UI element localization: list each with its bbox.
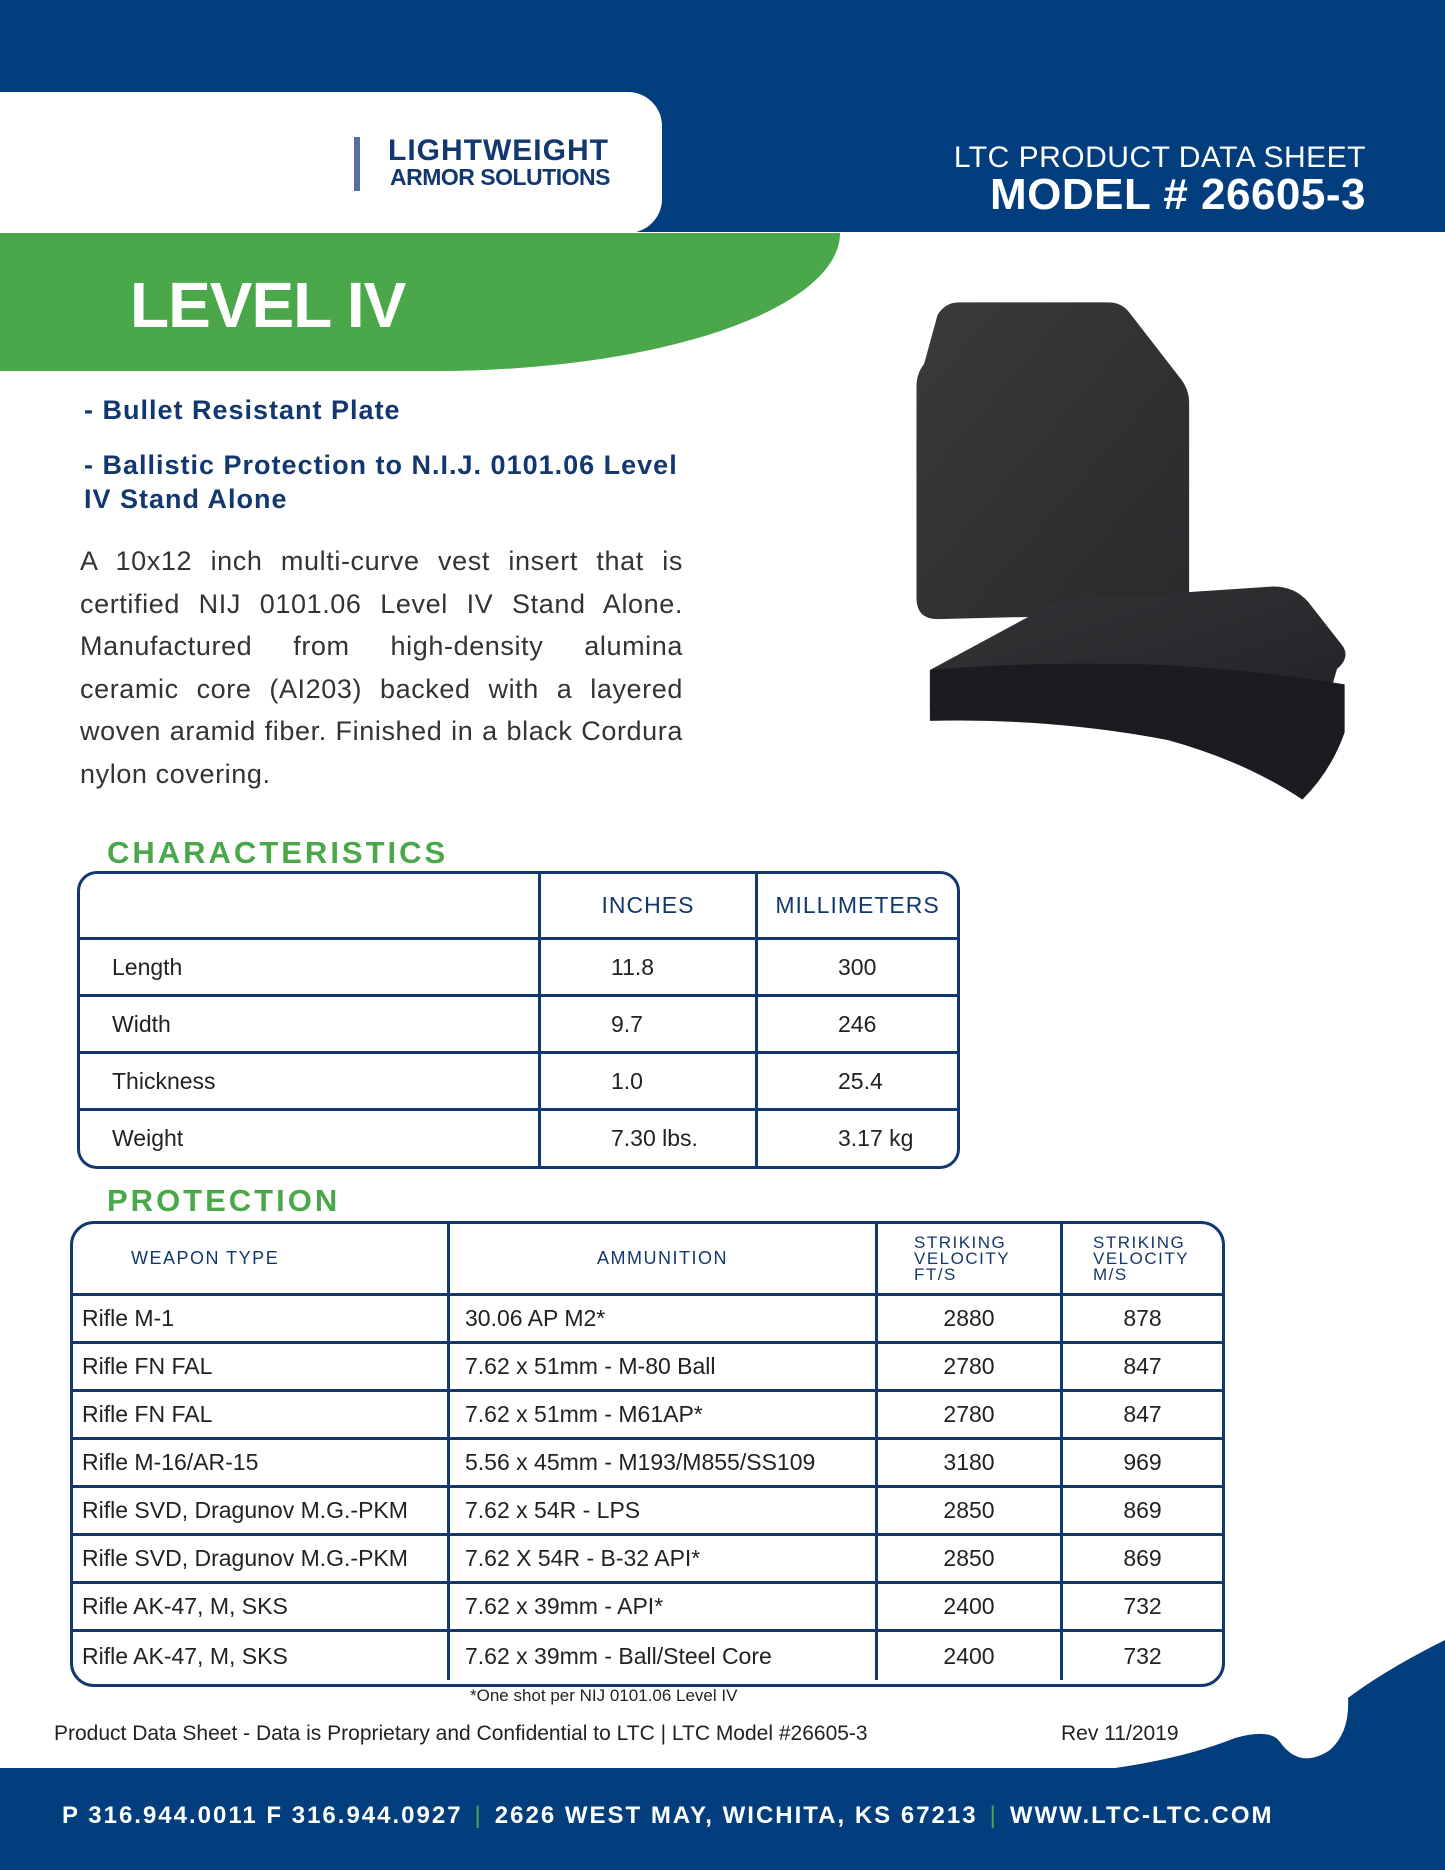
table-row xyxy=(73,1392,1222,1440)
ms-cell: 878 xyxy=(1123,1305,1162,1331)
fts-cell: 2400 xyxy=(878,1584,1063,1629)
level-banner xyxy=(0,233,840,371)
header-fts-line-2: VELOCITY xyxy=(914,1248,1011,1268)
weapon-cell: Rifle SVD, Dragunov M.G.-PKM xyxy=(73,1536,450,1581)
table-row xyxy=(80,997,957,1054)
logo-divider xyxy=(354,137,360,191)
bullet-1: - Bullet Resistant Plate xyxy=(84,395,401,425)
fts-cell: 2850 xyxy=(878,1488,1063,1533)
website-link[interactable]: WWW.LTC-LTC.COM xyxy=(1009,1802,1274,1829)
fts-cell: 2850 xyxy=(878,1536,1063,1581)
table-row xyxy=(73,1296,1222,1344)
fts-cell: 3180 xyxy=(878,1440,1063,1485)
header-cell-millimeters: MILLIMETERS xyxy=(775,892,940,918)
separator: | xyxy=(474,1802,483,1829)
address: 2626 WEST MAY, WICHITA, KS 67213 xyxy=(494,1802,978,1829)
header-title-block xyxy=(954,143,1366,217)
ammo-cell: 7.62 X 54R - B-32 API* xyxy=(450,1536,878,1581)
table-row xyxy=(73,1344,1222,1392)
header-ms-line-1: STRIKING xyxy=(1093,1232,1186,1252)
revision-date: Rev 11/2019 xyxy=(1061,1722,1179,1745)
table-header-row xyxy=(73,1224,1222,1296)
row-inches: 7.30 lbs. xyxy=(541,1111,758,1166)
ms-cell: 869 xyxy=(1123,1545,1162,1571)
weapon-cell: Rifle AK-47, M, SKS xyxy=(73,1584,450,1629)
row-inches: 11.8 xyxy=(541,940,758,994)
confidentiality-notice: Product Data Sheet - Data is Proprietary and Confidential to LTC | LTC Model #26605-3 xyxy=(54,1722,868,1745)
ms-cell: 732 xyxy=(1123,1642,1162,1669)
row-mm: 246 xyxy=(838,1010,877,1037)
characteristics-table xyxy=(77,871,960,1169)
fts-cell: 2400 xyxy=(878,1632,1063,1680)
product-description: A 10x12 inch multi-curve vest insert that is certified NIJ 0101.06 Level IV Stand Alone. Manufactured from high-density alumina ceramic core (AI203) backed with a layered woven aramid fiber. Finished in a black Cordura nylon covering. xyxy=(80,546,683,789)
level-title: LEVEL IV xyxy=(130,269,406,341)
ms-cell: 847 xyxy=(1123,1401,1162,1427)
row-label: Length xyxy=(80,940,541,994)
phone-fax: P 316.944.0011 F 316.944.0927 xyxy=(62,1802,463,1829)
row-mm: 25.4 xyxy=(838,1067,883,1094)
header-cell-ammunition: AMMUNITION xyxy=(450,1224,878,1293)
protection-footnote: *One shot per NIJ 0101.06 Level IV xyxy=(470,1686,738,1705)
ammo-cell: 30.06 AP M2* xyxy=(450,1296,878,1341)
table-row xyxy=(80,1111,957,1166)
row-label: Thickness xyxy=(80,1054,541,1108)
separator: | xyxy=(989,1802,998,1829)
protection-heading: PROTECTION xyxy=(107,1183,341,1218)
table-row xyxy=(80,1054,957,1111)
ammo-cell: 7.62 x 54R - LPS xyxy=(450,1488,878,1533)
fts-cell: 2880 xyxy=(878,1296,1063,1341)
row-mm: 300 xyxy=(838,953,877,980)
ammo-cell: 7.62 x 51mm - M-80 Ball xyxy=(450,1344,878,1389)
table-row xyxy=(73,1584,1222,1632)
header-cell-weapon-type: WEAPON TYPE xyxy=(73,1224,450,1293)
ammo-cell: 7.62 x 51mm - M61AP* xyxy=(450,1392,878,1437)
bullet-2: - Ballistic Protection to N.I.J. 0101.06 Level IV Stand Alone xyxy=(84,450,678,514)
weapon-cell: Rifle M-16/AR-15 xyxy=(73,1440,450,1485)
ammo-cell: 5.56 x 45mm - M193/M855/SS109 xyxy=(450,1440,878,1485)
footer-wave-decoration xyxy=(1100,1620,1445,1780)
protection-table xyxy=(70,1221,1225,1687)
model-number: MODEL # 26605-3 xyxy=(990,170,1366,219)
ammo-cell: 7.62 x 39mm - Ball/Steel Core xyxy=(450,1632,878,1680)
row-inches: 9.7 xyxy=(541,997,758,1051)
header-ms-line-3: M/S xyxy=(1093,1264,1128,1284)
fts-cell: 2780 xyxy=(878,1392,1063,1437)
contact-info xyxy=(62,1802,1274,1830)
weapon-cell: Rifle FN FAL xyxy=(73,1392,450,1437)
header-ms-line-2: VELOCITY xyxy=(1093,1248,1190,1268)
ammo-cell: 7.62 x 39mm - API* xyxy=(450,1584,878,1629)
armor-plate-image xyxy=(880,270,1360,830)
header-cell-velocity-fts xyxy=(878,1224,1063,1293)
row-label: Weight xyxy=(80,1111,541,1166)
weapon-cell: Rifle M-1 xyxy=(73,1296,450,1341)
weapon-cell: Rifle FN FAL xyxy=(73,1344,450,1389)
table-row xyxy=(73,1440,1222,1488)
header-fts-line-1: STRIKING xyxy=(914,1232,1007,1252)
fts-cell: 2780 xyxy=(878,1344,1063,1389)
header-fts-line-3: FT/S xyxy=(914,1264,957,1284)
ms-cell: 969 xyxy=(1123,1449,1162,1475)
weapon-cell: Rifle AK-47, M, SKS xyxy=(73,1632,450,1680)
characteristics-heading: CHARACTERISTICS xyxy=(107,835,449,870)
row-mm: 3.17 kg xyxy=(838,1125,914,1151)
header-cell-empty xyxy=(80,874,541,937)
ms-cell: 732 xyxy=(1123,1593,1162,1619)
row-label: Width xyxy=(80,997,541,1051)
table-header-row xyxy=(80,874,957,940)
table-row xyxy=(73,1488,1222,1536)
logo-line-2: ARMOR SOLUTIONS xyxy=(390,164,610,190)
table-row xyxy=(73,1632,1222,1680)
table-row xyxy=(73,1536,1222,1584)
data-sheet-subtitle: LTC PRODUCT DATA SHEET xyxy=(953,141,1366,174)
ms-cell: 847 xyxy=(1123,1353,1162,1379)
logo-line-1: LIGHTWEIGHT xyxy=(388,134,609,167)
row-inches: 1.0 xyxy=(541,1054,758,1108)
header-cell-inches: INCHES xyxy=(541,874,758,937)
ms-cell: 869 xyxy=(1123,1497,1162,1523)
table-row xyxy=(80,940,957,997)
weapon-cell: Rifle SVD, Dragunov M.G.-PKM xyxy=(73,1488,450,1533)
header-cell-velocity-ms xyxy=(1063,1224,1222,1293)
